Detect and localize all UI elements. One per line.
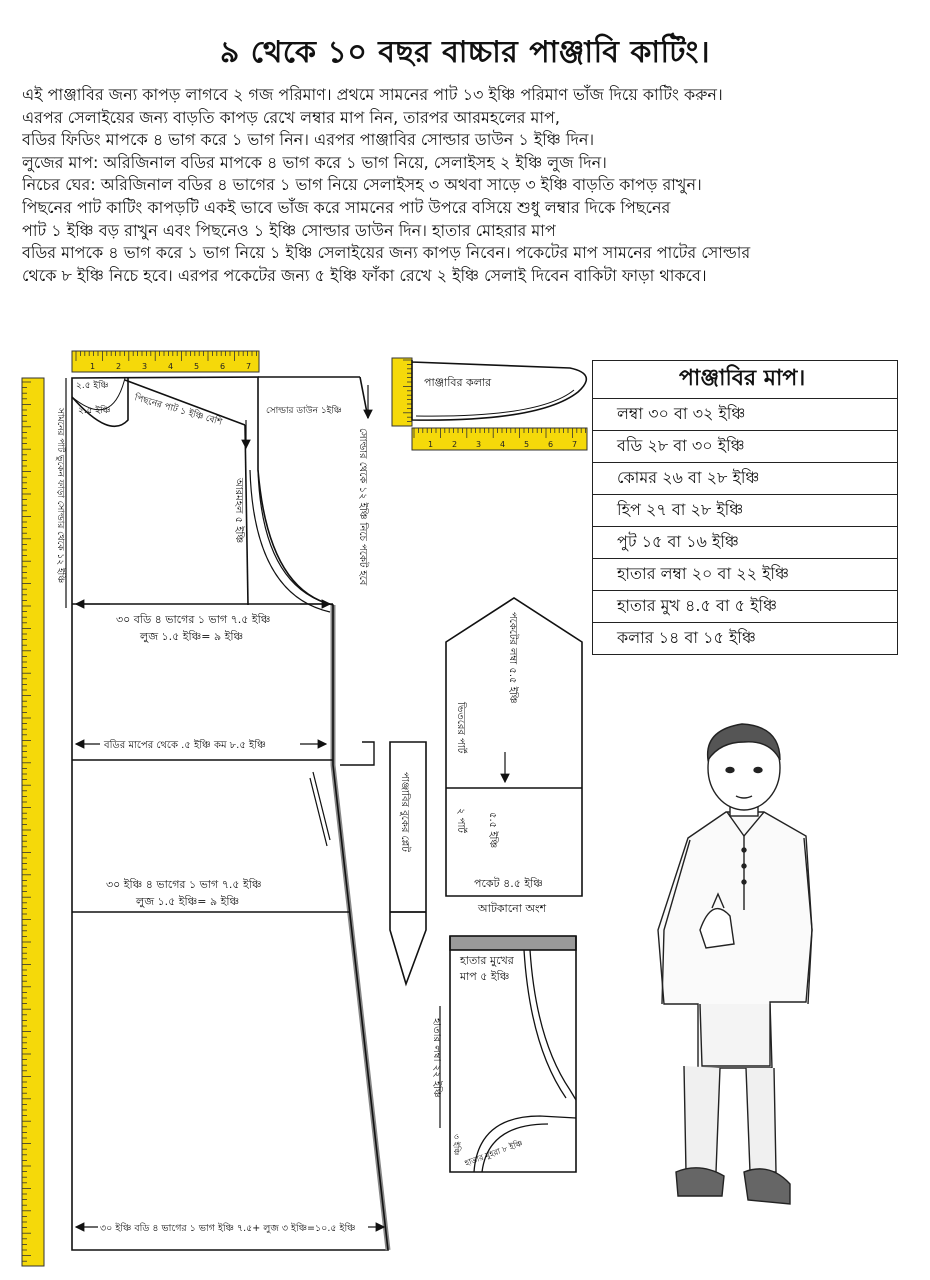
pocket-labels bbox=[455, 612, 547, 915]
ruler-number: 7 bbox=[572, 440, 578, 449]
placket-label: পাঞ্জাবির বুকের প্লেট bbox=[399, 772, 410, 852]
waist-label: বডির মাপের থেকে .৫ ইঞ্চি কম ৮.৫ ইঞ্চি bbox=[104, 740, 266, 751]
back-part-label: পিছনের পাট ১ ইঞ্চি বেশি bbox=[133, 393, 224, 428]
instruction-line: বডির ফিডিং মাপকে ৪ ভাগ করে ১ ভাগ নিন। এরপর পাঞ্জাবির সোল্ডার ডাউন ১ ইঞ্চি দিন। bbox=[22, 130, 595, 150]
collar-label: পাঞ্জাবির কলার bbox=[424, 376, 492, 389]
pocket-side-label: সোল্ডার থেকে ১২ ইঞ্চি নিচে পকেট হবে bbox=[357, 428, 368, 586]
sleeve-small-label: ৩ ইঞ্চি bbox=[452, 1134, 461, 1156]
bracket-mark bbox=[340, 742, 374, 765]
ruler-number: 7 bbox=[246, 362, 252, 371]
ruler-number: 3 bbox=[142, 362, 148, 371]
measurement-row: বডি ২৮ বা ৩০ ইঞ্চি bbox=[593, 431, 898, 463]
ruler-number: 5 bbox=[194, 362, 200, 371]
collar-pattern bbox=[392, 358, 587, 450]
neck-width-label: ২.৫ ইঞ্চি bbox=[78, 406, 111, 416]
hem-label: ৩০ ইঞ্চি বডি ৪ ভাগের ১ ভাগ ইঞ্চি ৭.৫+ লুজ ৩ ইঞ্চি=১০.৫ ইঞ্চি bbox=[100, 1223, 356, 1234]
boy-illustration bbox=[658, 724, 812, 1204]
instruction-line: নিচের ঘের: অরিজিনাল বডির ৪ ভাগের ১ ভাগ নিয়ে সেলাইসহ ৩ অথবা সাড়ে ৩ ইঞ্চি বাড়তি কাপড় রাখুন। bbox=[22, 175, 702, 195]
sleeve-cuff-label-1: হাতার মুখের bbox=[460, 954, 514, 967]
ruler-number: 2 bbox=[116, 362, 122, 371]
placket-pattern bbox=[390, 742, 426, 984]
sleeve-bottom-label: হাতার মুহরা ৮ ইঞ্চি bbox=[463, 1138, 524, 1168]
instruction-line: এই পাঞ্জাবির জন্য কাপড় লাগবে ২ গজ পরিমাণ। প্রথমে সামনের পাট ১৩ ইঞ্চি পরিমাণ ভাঁজ দিয়ে কাটিং করুন। bbox=[22, 85, 723, 104]
ruler-number: 3 bbox=[476, 440, 482, 449]
chest-label-1: ৩০ বডি ৪ ভাগের ১ ভাগ ৭.৫ ইঞ্চি bbox=[116, 613, 271, 626]
pocket-side-b-label: ৫.৫ ইঞ্চি bbox=[487, 812, 498, 849]
sleeve-cuff-label-2: মাপ ৫ ইঞ্চি bbox=[460, 970, 510, 983]
vertical-ruler bbox=[22, 378, 44, 1266]
armhole-label: আরমহল ৫ ইঞ্চি bbox=[233, 478, 244, 544]
measurement-row: হিপ ২৭ বা ২৮ ইঞ্চি bbox=[593, 495, 898, 527]
pocket-side-a-label: ২ পার্ট bbox=[455, 808, 466, 833]
ruler-number: 6 bbox=[220, 362, 226, 371]
sleeve-length-label: হাতার লম্বা ২২ ইঞ্চি bbox=[431, 1018, 442, 1098]
instruction-line: পিছনের পাট কাটিং কাপড়টি একই ভাবে ভাঁজ করে সামনের পাট উপরে বসিয়ে শুধু লম্বার দিকে পিছনের bbox=[22, 197, 671, 217]
shoulder-down-label: সোল্ডার ডাউন ১ইঞ্চি bbox=[266, 406, 342, 416]
placket-side-label: সামনের পাট ভুকেন ফাড়া সোল্ডার থেকে ১২ ইঞ্চি bbox=[55, 408, 65, 584]
hip-label-2: লুজ ১.৫ ইঞ্চি= ৯ ইঞ্চি bbox=[136, 895, 240, 908]
chest-label-2: লুজ ১.৫ ইঞ্চি= ৯ ইঞ্চি bbox=[140, 630, 244, 643]
neck-depth-label: ২.৫ ইঞ্চি bbox=[76, 381, 109, 391]
instruction-line: থেকে ৮ ইঞ্চি নিচে হবে। এরপর পকেটের জন্য ৫ ইঞ্চি ফাঁকা রেখে ২ ইঞ্চি সেলাই দিবেন বাকিটা ফাড়া থাকবে। bbox=[22, 265, 707, 285]
instruction-line: এরপর সেলাইয়ের জন্য বাড়তি কাপড় রেখে লম্বার মাপ নিন, তারপর আরমহলের মাপ, bbox=[22, 107, 561, 127]
instruction-line: পাট ১ ইঞ্চি বড় রাখুন এবং পিছনেও ১ ইঞ্চি সোল্ডার ডাউন দিন। হাতার মোহরার মাপ bbox=[22, 220, 556, 240]
measurement-row: হাতার লম্বা ২০ বা ২২ ইঞ্চি bbox=[593, 559, 898, 591]
ruler-number: 5 bbox=[524, 440, 530, 449]
instruction-line: লুজের মাপ: অরিজিনাল বডির মাপকে ৪ ভাগ করে ১ ভাগ নিয়ে, সেলাইসহ ২ ইঞ্চি লুজ দিন। bbox=[22, 152, 607, 172]
measurement-row: লম্বা ৩০ বা ৩২ ইঞ্চি bbox=[593, 399, 898, 431]
measurement-row: হাতার মুখ ৪.৫ বা ৫ ইঞ্চি bbox=[593, 591, 898, 623]
ruler-number: 1 bbox=[90, 362, 96, 371]
page-title: ৯ থেকে ১০ বছর বাচ্চার পাঞ্জাবি কাটিং। bbox=[219, 35, 711, 70]
ruler-number: 2 bbox=[452, 440, 458, 449]
hip-label-1: ৩০ ইঞ্চি ৪ ভাগের ১ ভাগ ৭.৫ ইঞ্চি bbox=[106, 878, 262, 891]
ruler-number: 6 bbox=[548, 440, 554, 449]
ruler-number: 4 bbox=[500, 440, 506, 449]
sleeve-labels bbox=[431, 954, 524, 1168]
pocket-fold-label: ভিতরের পার্ট bbox=[455, 702, 466, 754]
measurement-row: কলার ১৪ বা ১৫ ইঞ্চি bbox=[593, 623, 898, 655]
measurement-row: পুট ১৫ বা ১৬ ইঞ্চি bbox=[593, 527, 898, 559]
ruler-number: 1 bbox=[428, 440, 434, 449]
pocket-width-label: পকেট ৪.৫ ইঞ্চি bbox=[474, 877, 543, 890]
body-labels bbox=[55, 380, 370, 1234]
top-ruler bbox=[72, 351, 259, 372]
measurement-row: কোমর ২৬ বা ২৮ ইঞ্চি bbox=[593, 463, 898, 495]
ruler-number: 4 bbox=[168, 362, 174, 371]
instruction-line: বডির মাপকে ৪ ভাগ করে ১ ভাগ নিয়ে ১ ইঞ্চি সেলাইয়ের জন্য কাপড় নিবেন। পকেটের মাপ সামনের পাটের সোল্ডার bbox=[22, 243, 751, 263]
body-pattern bbox=[66, 377, 388, 1250]
measurement-heading: পাঞ্জাবির মাপ। bbox=[593, 361, 898, 399]
pocket-caption: আটকানো অংশ bbox=[478, 902, 547, 915]
measurement-table bbox=[592, 360, 898, 655]
pocket-length-label: পকেটের লম্বা ৫.৫ ইঞ্চি bbox=[507, 612, 518, 704]
